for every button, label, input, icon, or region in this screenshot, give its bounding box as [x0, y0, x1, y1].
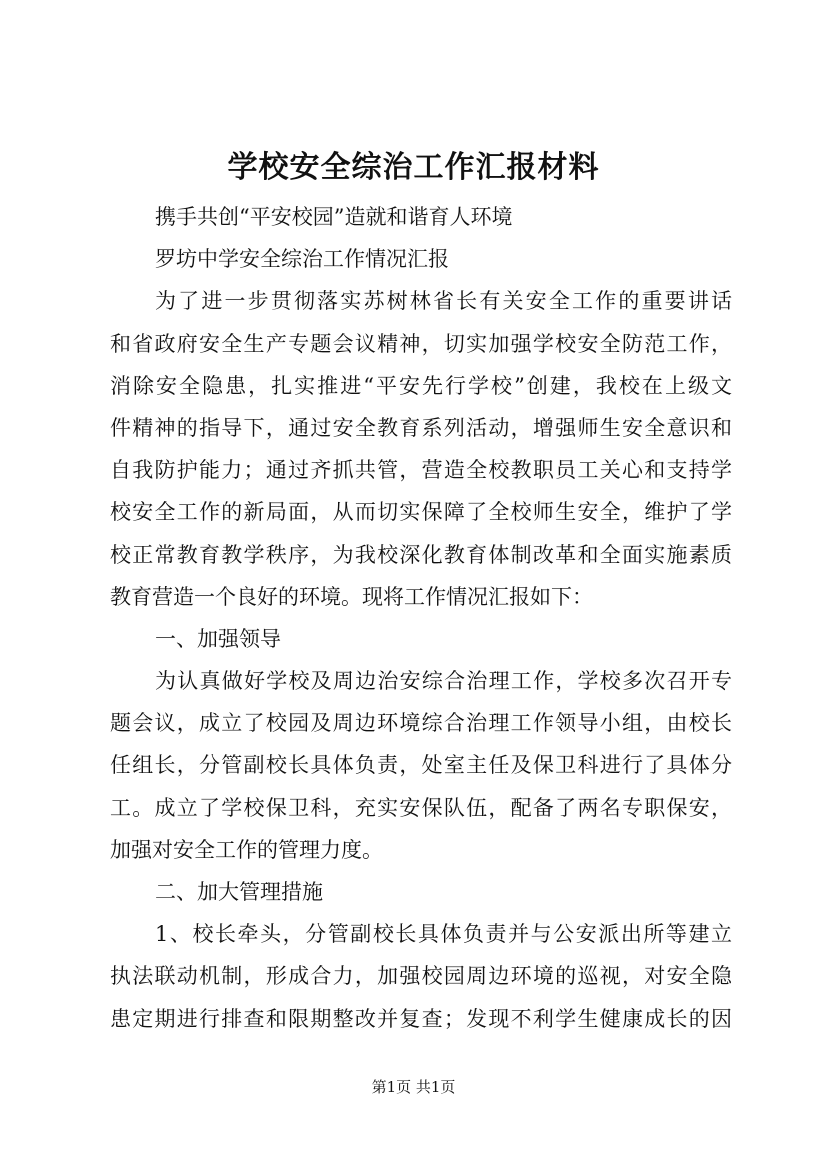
- paragraph-line: 执法联动机制，形成合力，加强校园周边环境的巡视，对安全隐: [110, 964, 732, 989]
- paragraph-line: 任组长，分管副校长具体负责，处室主任及保卫科进行了具体分: [110, 753, 732, 778]
- paragraph-line: 校安全工作的新局面，从而切实保障了全校师生安全，维护了学: [110, 500, 732, 525]
- document-body: [110, 196, 732, 1040]
- paragraph-line: 题会议，成立了校园及周边环境综合治理工作领导小组，由校长: [110, 711, 732, 736]
- paragraph-line: 件精神的指导下，通过安全教育系列活动，增强师生安全意识和: [110, 415, 732, 440]
- paragraph-line: 患定期进行排查和限期整改并复查；发现不利学生健康成长的因: [110, 1006, 732, 1031]
- paragraph-line: 加强对安全工作的管理力度。: [110, 837, 383, 862]
- paragraph-line: 校正常教育教学秩序，为我校深化教育体制改革和全面实施素质: [110, 542, 732, 567]
- paragraph-line: 为认真做好学校及周边治安综合治理工作，学校多次召开专: [155, 669, 732, 694]
- paragraph-line: 教育营造一个良好的环境。现将工作情况汇报如下：: [110, 584, 593, 609]
- paragraph-line: 消除安全隐患，扎实推进“平安先行学校”创建，我校在上级文: [110, 373, 732, 398]
- document-title: 学校安全综治工作汇报材料: [227, 150, 600, 185]
- paragraph-line: 为了进一步贯彻落实苏树林省长有关安全工作的重要讲话: [155, 289, 732, 314]
- section-heading: 一、加强领导: [155, 626, 281, 651]
- paragraph-line: 1、校长牵头，分管副校长具体负责并与公安派出所等建立: [155, 922, 732, 947]
- paragraph-line: 自我防护能力；通过齐抓共管，营造全校教职员工关心和支持学: [110, 458, 732, 483]
- paragraph-line: 工。成立了学校保卫科，充实安保队伍，配备了两名专职保安，: [110, 795, 732, 820]
- subtitle-line: 携手共创“平安校园”造就和谐育人环境: [155, 205, 513, 229]
- section-heading: 二、加大管理措施: [155, 880, 323, 904]
- page-number-footer: 第1页 共1页: [371, 1078, 456, 1096]
- paragraph-line: 和省政府安全生产专题会议精神，切实加强学校安全防范工作，: [110, 331, 732, 356]
- report-title-line: 罗坊中学安全综治工作情况汇报: [155, 247, 449, 272]
